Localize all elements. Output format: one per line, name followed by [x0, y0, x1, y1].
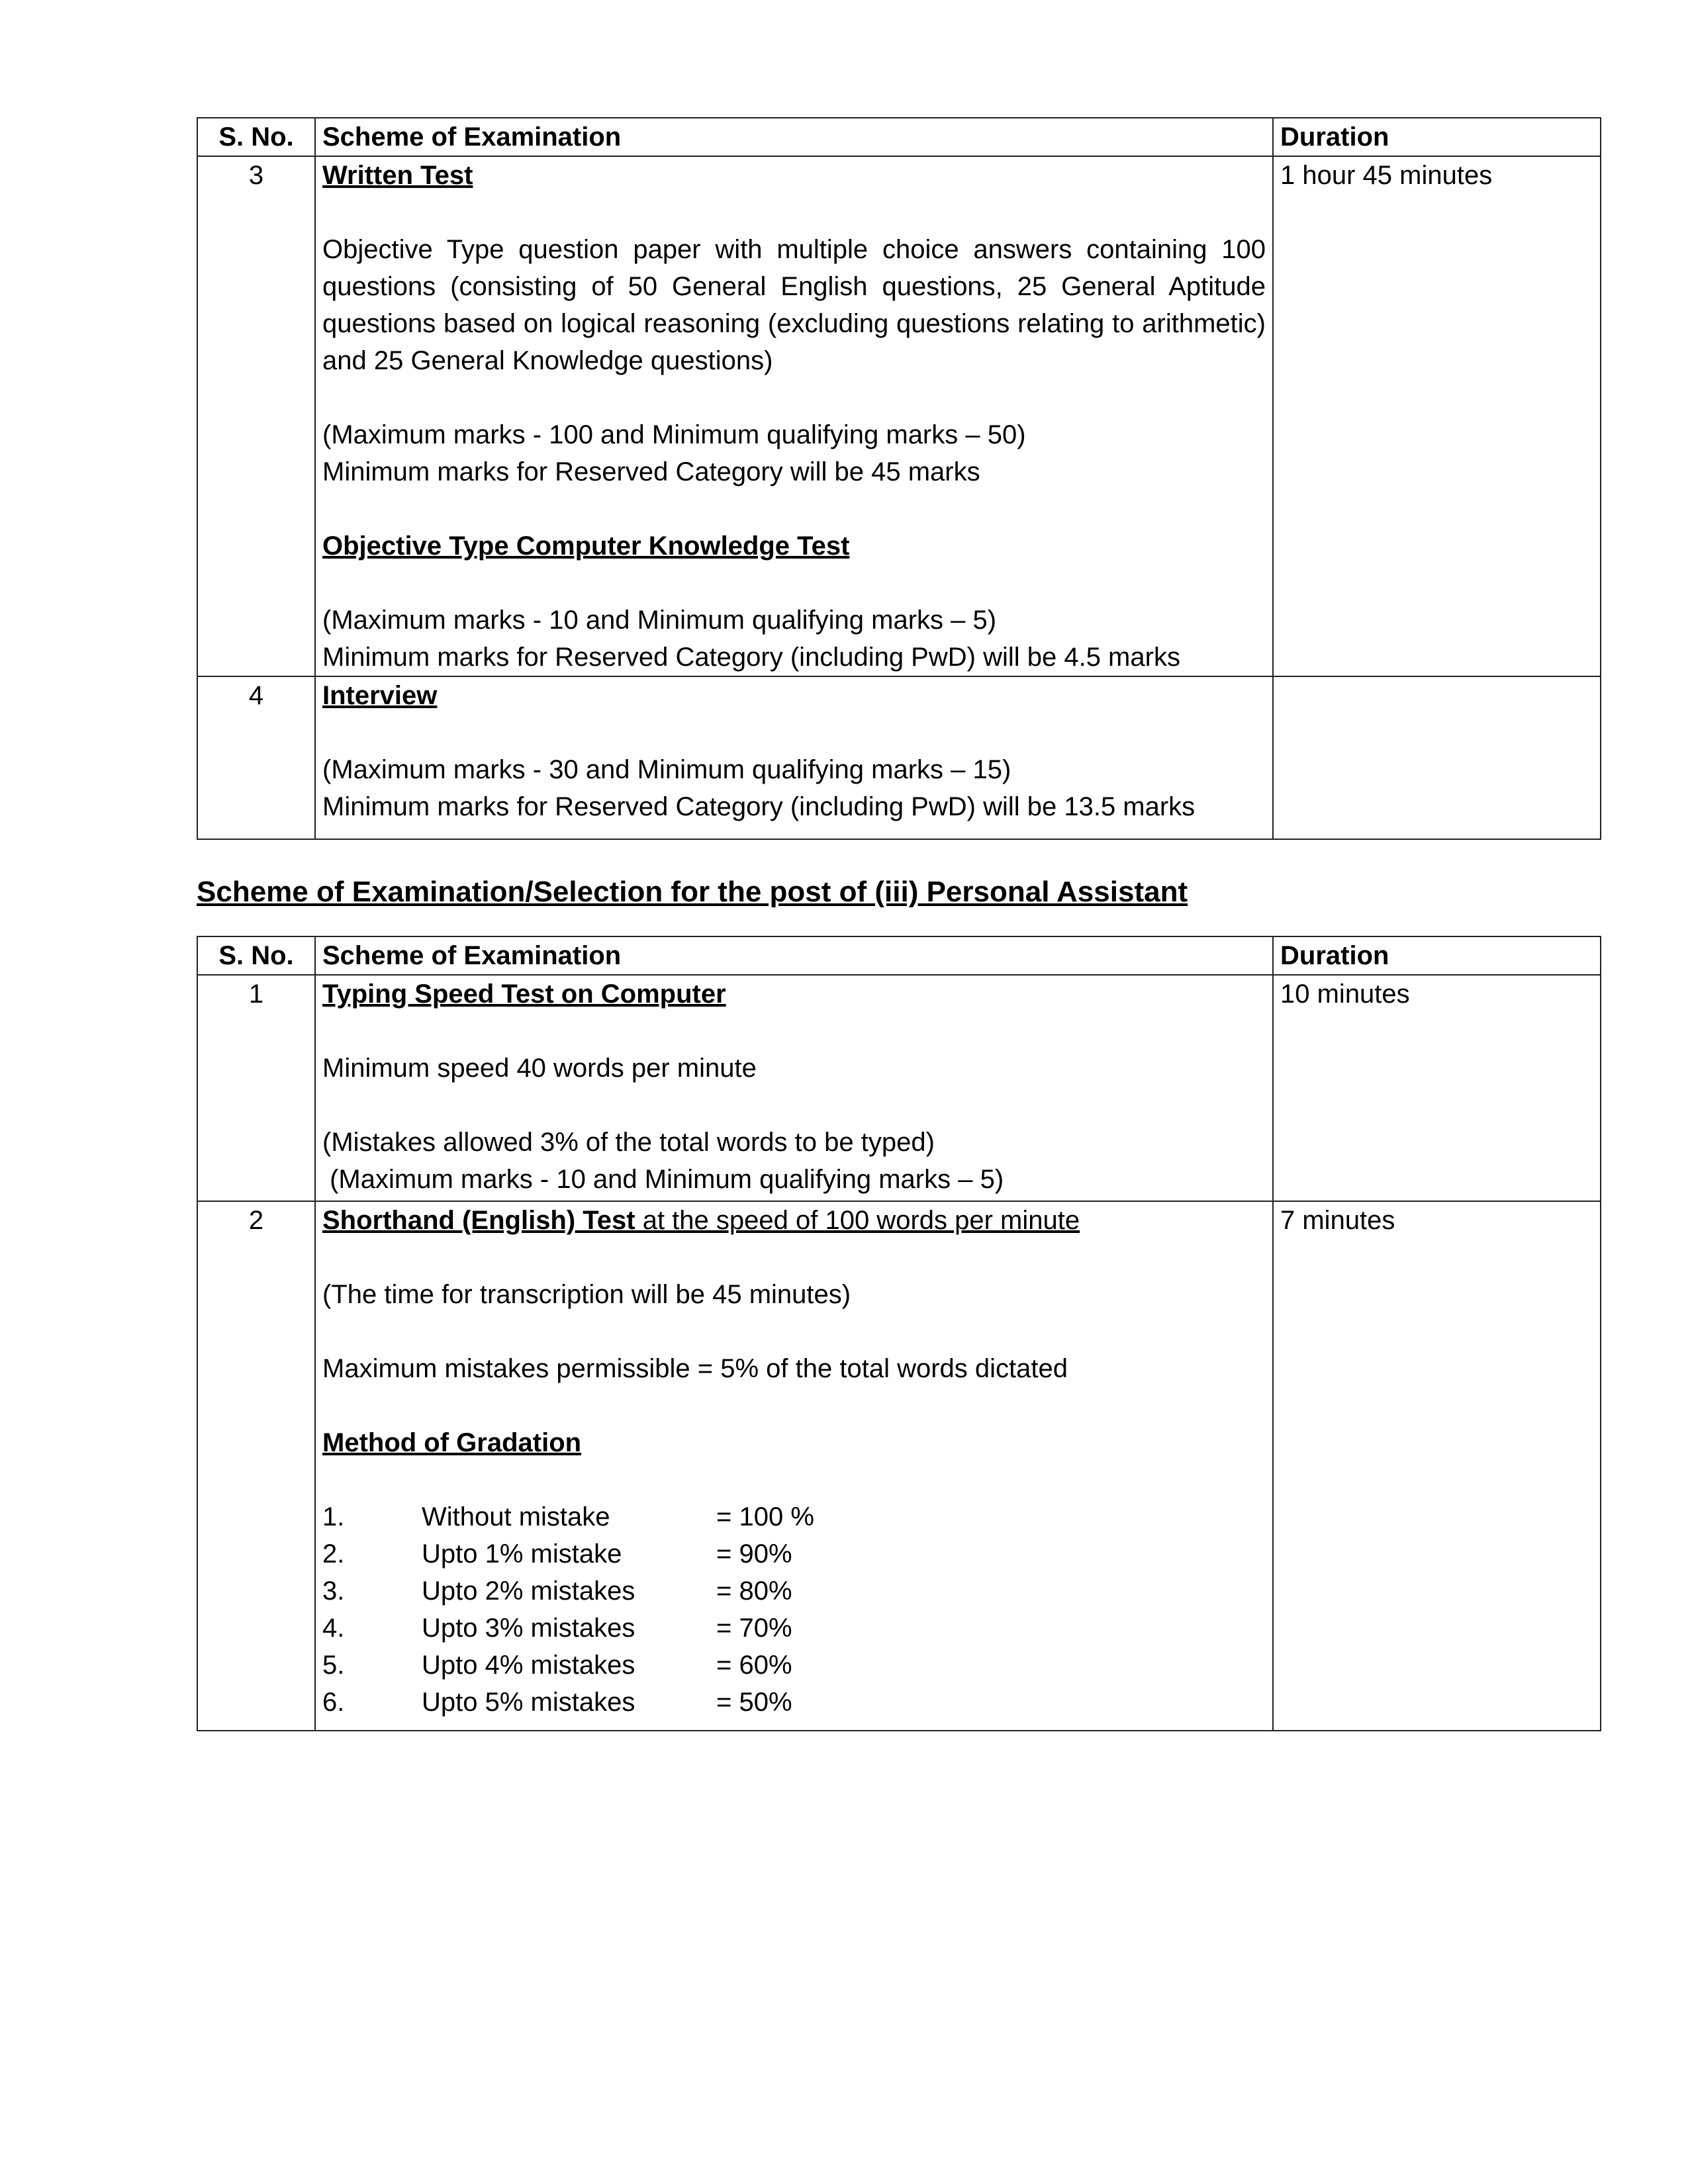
row-scheme — [315, 975, 1273, 1201]
gradation-value: = 80% — [716, 1576, 792, 1606]
gradation-label: Upto 1% mistake — [422, 1539, 622, 1569]
row-title: Interview — [322, 681, 438, 710]
row-marks: (Maximum marks - 100 and Minimum qualifying marks – 50) — [322, 420, 1026, 449]
row-subtitle: Objective Type Computer Knowledge Test — [322, 531, 850, 561]
row-scheme — [315, 676, 1273, 839]
header-duration: Duration — [1273, 118, 1601, 156]
table-header-row — [197, 936, 1601, 975]
row-scheme — [315, 156, 1273, 676]
gradation-label: Upto 3% mistakes — [422, 1614, 635, 1643]
list-item — [322, 1498, 1266, 1535]
gradation-number: 4. — [322, 1614, 345, 1643]
header-scheme: Scheme of Examination — [315, 118, 1273, 156]
header-sno: S. No. — [197, 936, 315, 975]
gradation-label: Upto 2% mistakes — [422, 1576, 635, 1606]
table-header-row — [197, 118, 1601, 156]
header-scheme: Scheme of Examination — [315, 936, 1273, 975]
row-sno: 4 — [197, 676, 315, 839]
row-reserved: Minimum marks for Reserved Category (including PwD) will be 13.5 marks — [322, 792, 1196, 821]
gradation-value: = 60% — [716, 1651, 792, 1680]
scheme-table-2 — [197, 936, 1601, 1731]
row-scheme — [315, 1201, 1273, 1731]
row-marks: (Maximum marks - 10 and Minimum qualifying marks – 5) — [322, 1165, 1004, 1194]
row-max-mistakes: Maximum mistakes permissible = 5% of the total words dictated — [322, 1354, 1068, 1383]
row-sub-marks: (Maximum marks - 10 and Minimum qualifying marks – 5) — [322, 606, 997, 635]
gradation-label: Upto 5% mistakes — [422, 1688, 635, 1717]
gradation-value: = 90% — [716, 1539, 792, 1569]
row-title-rest: at the speed of 100 words per minute — [635, 1206, 1080, 1235]
gradation-list — [322, 1498, 1266, 1721]
row-description: Objective Type question paper with multiple choice answers containing 100 questions (consisting of 50 General English questions, 25 General Aptitude questions based on logical reasoning (excluding questions relating to arithmetic) and 25 General Knowledge questions) — [322, 235, 1266, 375]
row-sub-reserved: Minimum marks for Reserved Category (including PwD) will be 4.5 marks — [322, 643, 1180, 672]
list-item — [322, 1610, 1266, 1647]
row-title: Typing Speed Test on Computer — [322, 979, 726, 1009]
row-duration: 7 minutes — [1273, 1201, 1601, 1731]
gradation-number: 6. — [322, 1688, 345, 1717]
row-duration: 10 minutes — [1273, 975, 1601, 1201]
header-sno: S. No. — [197, 118, 315, 156]
table-row — [197, 975, 1601, 1201]
gradation-number: 5. — [322, 1651, 345, 1680]
table-row — [197, 676, 1601, 839]
gradation-number: 3. — [322, 1576, 345, 1606]
gradation-value: = 50% — [716, 1688, 792, 1717]
gradation-number: 1. — [322, 1502, 345, 1531]
row-title-line — [322, 1202, 1266, 1239]
row-sno: 3 — [197, 156, 315, 676]
header-duration: Duration — [1273, 936, 1601, 975]
gradation-title: Method of Gradation — [322, 1428, 582, 1457]
table-row — [197, 1201, 1601, 1731]
row-sno: 2 — [197, 1201, 315, 1731]
row-mistakes: (Mistakes allowed 3% of the total words to be typed) — [322, 1128, 935, 1157]
row-marks: (Maximum marks - 30 and Minimum qualifying marks – 15) — [322, 755, 1011, 784]
gradation-number: 2. — [322, 1539, 345, 1569]
gradation-value: = 70% — [716, 1614, 792, 1643]
row-reserved: Minimum marks for Reserved Category will be 45 marks — [322, 457, 980, 486]
gradation-label: Without mistake — [422, 1502, 610, 1531]
gradation-value: = 100 % — [716, 1502, 814, 1531]
row-title: Written Test — [322, 161, 473, 190]
row-duration: 1 hour 45 minutes — [1273, 156, 1601, 676]
row-speed: Minimum speed 40 words per minute — [322, 1054, 757, 1083]
table-row — [197, 156, 1601, 676]
gradation-label: Upto 4% mistakes — [422, 1651, 635, 1680]
row-transcription: (The time for transcription will be 45 minutes) — [322, 1280, 851, 1309]
row-title: Shorthand (English) Test — [322, 1206, 635, 1235]
row-sno: 1 — [197, 975, 315, 1201]
list-item — [322, 1647, 1266, 1684]
section-heading: Scheme of Examination/Selection for the post of (iii) Personal Assistant — [197, 876, 1188, 908]
list-item — [322, 1684, 1266, 1721]
list-item — [322, 1535, 1266, 1572]
row-duration — [1273, 676, 1601, 839]
scheme-table-1 — [197, 117, 1601, 840]
list-item — [322, 1572, 1266, 1610]
